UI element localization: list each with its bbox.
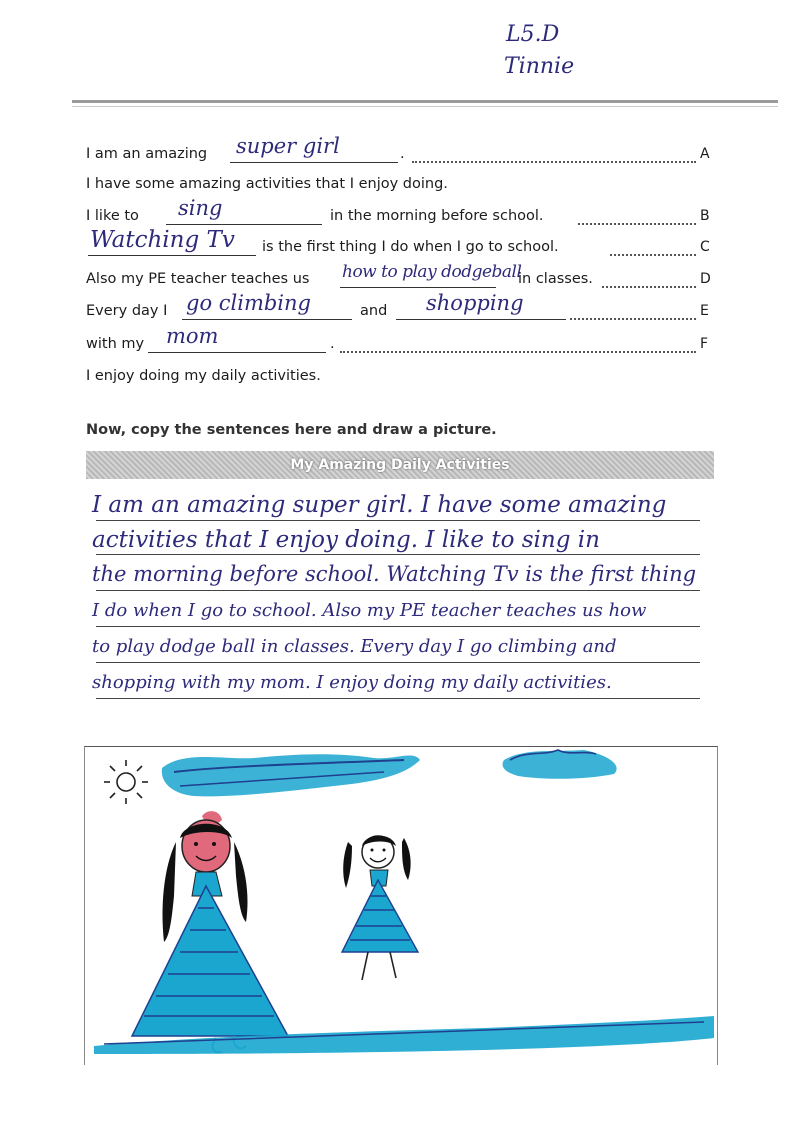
line-letter: E [700, 303, 709, 319]
worksheet-line-8 [86, 360, 706, 388]
answer-blank[interactable] [166, 224, 322, 225]
class-code: L5.D [506, 22, 560, 47]
section-title: My Amazing Daily Activities [290, 457, 510, 473]
line-text: I am an amazing [86, 146, 208, 162]
dot-leader [602, 286, 696, 288]
line-text: I have some amazing activities that I enjoy doing. [86, 176, 448, 192]
section-title-band [86, 451, 714, 479]
girl-figure-small [342, 836, 418, 981]
handwritten-answer: mom [166, 324, 219, 348]
answer-blank[interactable] [182, 319, 352, 320]
dot-leader [340, 351, 696, 353]
cloud-icon [503, 750, 617, 779]
line-text: in classes. [518, 271, 593, 287]
dot-leader [412, 161, 696, 163]
handwritten-answer: super girl [236, 134, 340, 158]
line-letter: B [700, 208, 710, 224]
writing-line [96, 698, 700, 699]
copied-sentence: the morning before school. Watching Tv is the first thing [92, 562, 697, 586]
girl-figure-large [132, 811, 288, 1052]
sun-icon [104, 760, 148, 804]
line-text: I like to [86, 208, 139, 224]
line-text: . [330, 336, 335, 352]
worksheet-line-a [86, 134, 710, 166]
line-text: Also my PE teacher teaches us [86, 271, 310, 287]
line-text: . [400, 146, 405, 162]
copied-sentence: I do when I go to school. Also my PE teacher teaches us how [92, 600, 647, 621]
cloud-icon [162, 754, 420, 796]
writing-line [96, 662, 700, 663]
answer-blank[interactable] [230, 162, 398, 163]
copied-sentence: shopping with my mom. I enjoy doing my daily activities. [92, 672, 612, 693]
line-letter: D [700, 271, 711, 287]
header-handwriting [506, 22, 574, 86]
worksheet-line-c [86, 227, 710, 259]
handwritten-answer: sing [178, 196, 223, 220]
writing-line [96, 520, 700, 521]
writing-line [96, 554, 700, 555]
line-text: is the first thing I do when I go to school. [262, 239, 559, 255]
worksheet-line-f [86, 324, 709, 356]
line-letter: A [700, 146, 710, 162]
copied-sentence: activities that I enjoy doing. I like to sing in [92, 527, 600, 553]
student-name: Tinnie [504, 54, 575, 79]
handwritten-answer: Watching Tv [90, 227, 235, 253]
line-text: with my [86, 336, 145, 352]
top-rule-thin [72, 106, 778, 107]
copied-sentence: to play dodge ball in classes. Every day I go climbing and [92, 636, 617, 657]
line-letter: C [700, 239, 710, 255]
child-drawing [84, 746, 716, 1064]
answer-blank[interactable] [88, 255, 256, 256]
top-rule [72, 100, 778, 103]
handwritten-answer: shopping [426, 291, 524, 315]
dot-leader [578, 223, 696, 225]
writing-line [96, 626, 700, 627]
copied-sentence: I am an amazing super girl. I have some amazing [92, 492, 667, 518]
dot-leader [570, 318, 696, 320]
line-text: Every day I [86, 303, 168, 319]
instruction-text: Now, copy the sentences here and draw a picture. [86, 422, 497, 438]
answer-blank[interactable] [396, 319, 566, 320]
dot-leader [610, 254, 696, 256]
handwritten-answer: how to play dodgeball [342, 262, 522, 282]
answer-blank[interactable] [340, 287, 496, 288]
worksheet-line-b [86, 196, 710, 228]
line-text: and [360, 303, 388, 319]
worksheet-line-2 [86, 168, 706, 196]
writing-line [96, 590, 700, 591]
line-text: I enjoy doing my daily activities. [86, 368, 321, 384]
worksheet-line-d [86, 262, 711, 291]
handwritten-answer: go climbing [186, 291, 311, 315]
line-letter: F [700, 336, 709, 352]
worksheet-line-e [86, 291, 709, 323]
answer-blank[interactable] [148, 352, 326, 353]
line-text: in the morning before school. [330, 208, 544, 224]
